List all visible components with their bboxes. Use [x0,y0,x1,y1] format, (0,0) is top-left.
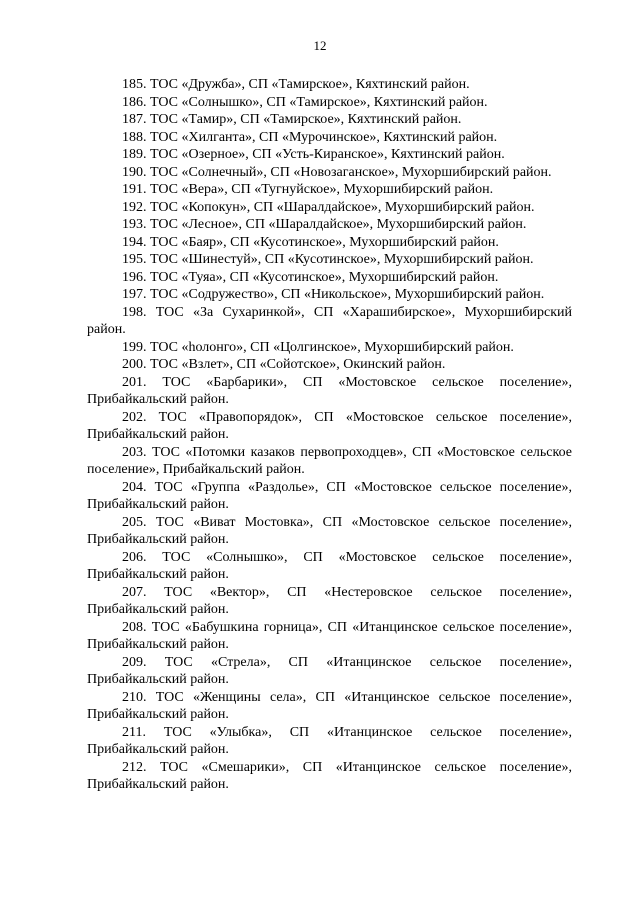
list-item: 202. ТОС «Правопорядок», СП «Мостовское сельское поселение», Прибайкальский район. [87,409,572,442]
list-item: 203. ТОС «Потомки казаков первопроходцев», СП «Мостовское сельское поселение», Прибайкальский район. [87,444,572,477]
tos-list [87,76,572,794]
list-item: 189. ТОС «Озерное», СП «Усть-Киранское», Кяхтинский район. [122,147,505,162]
list-item: 204. ТОС «Группа «Раздолье», СП «Мостовское сельское поселение», Прибайкальский район. [87,479,572,512]
list-item: 185. ТОС «Дружба», СП «Тамирское», Кяхтинский район. [122,77,470,92]
list-item: 198. ТОС «За Сухаринкой», СП «Харашибирское», Мухоршибирский район. [87,304,572,337]
list-item: 205. ТОС «Виват Мостовка», СП «Мостовское сельское поселение», Прибайкальский район. [87,514,572,547]
list-item: 200. ТОС «Взлет», СП «Сойотское», Окинский район. [122,357,446,372]
list-item: 201. ТОС «Барбарики», СП «Мостовское сельское поселение», Прибайкальский район. [87,374,572,407]
list-item: 196. ТОС «Туяа», СП «Кусотинское», Мухоршибирский район. [122,269,499,285]
list-item: 206. ТОС «Солнышко», СП «Мостовское сельское поселение», Прибайкальский район. [87,549,572,582]
list-item: 210. ТОС «Женщины села», СП «Итанцинское сельское поселение», Прибайкальский район. [87,689,572,722]
list-item: 193. ТОС «Лесное», СП «Шаралдайское», Мухоршибирский район. [122,217,527,232]
list-item: 194. ТОС «Баяр», СП «Кусотинское», Мухоршибирский район. [122,234,499,250]
list-item: 209. ТОС «Стрела», СП «Итанцинское сельское поселение», Прибайкальский район. [87,654,572,687]
list-item: 190. ТОС «Солнечный», СП «Новозаганское», Мухоршибирский район. [122,164,552,180]
list-item: 199. ТОС «hолонго», СП «Цолгинское», Мухоршибирский район. [122,339,514,355]
list-item: 212. ТОС «Смешарики», СП «Итанцинское сельское поселение», Прибайкальский район. [87,759,572,792]
list-item: 188. ТОС «Хилганта», СП «Мурочинское», Кяхтинский район. [122,129,498,145]
list-item: 186. ТОС «Солнышко», СП «Тамирское», Кяхтинский район. [122,94,488,110]
list-item: 191. ТОС «Вера», СП «Тугнуйское», Мухоршибирский район. [122,182,494,197]
list-item: 197. ТОС «Содружество», СП «Никольское», Мухоршибирский район. [122,287,545,302]
list-item: 207. ТОС «Вектор», СП «Нестеровское сельское поселение», Прибайкальский район. [87,584,572,617]
list-item: 195. ТОС «Шинестуй», СП «Кусотинское», Мухоршибирский район. [122,252,534,267]
list-item: 187. ТОС «Тамир», СП «Тамирское», Кяхтинский район. [122,112,462,127]
page-number: 12 [313,38,327,53]
list-item: 192. ТОС «Копокун», СП «Шаралдайское», Мухоршибирский район. [122,199,535,215]
list-item: 211. ТОС «Улыбка», СП «Итанцинское сельское поселение», Прибайкальский район. [87,724,572,757]
list-item: 208. ТОС «Бабушкина горница», СП «Итанцинское сельское поселение», Прибайкальский район. [87,619,572,652]
